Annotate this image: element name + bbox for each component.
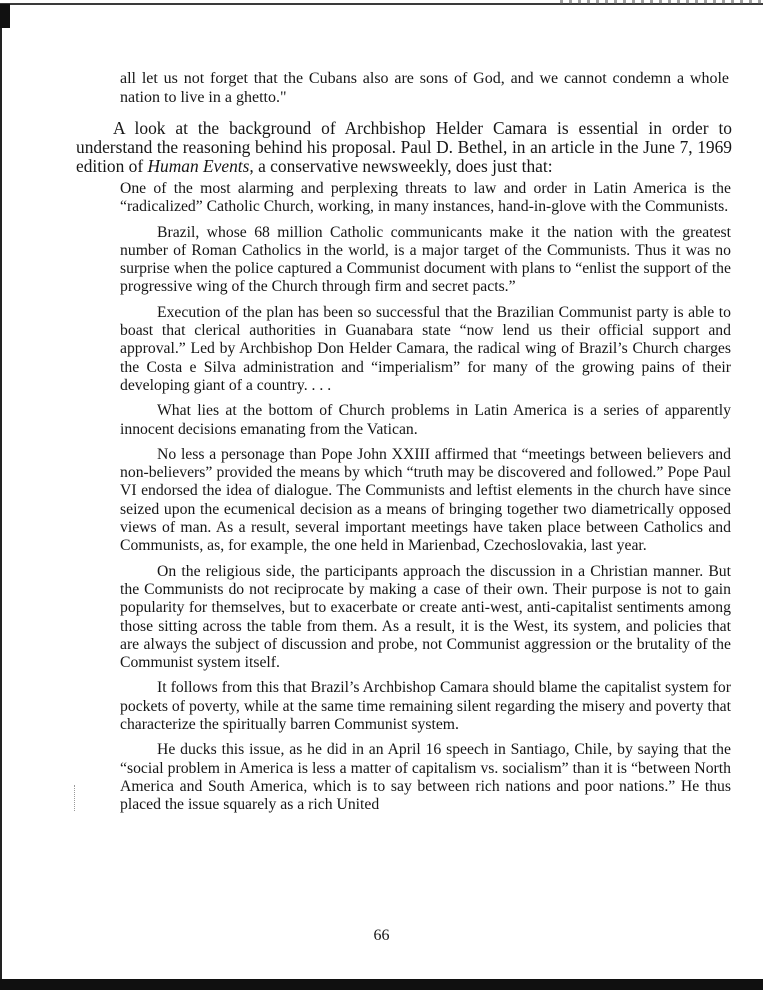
left-edge-mark: [0, 4, 10, 28]
quote-paragraph: He ducks this issue, as he did in an April 16 speech in Santiago, Chile, by saying that the “social problem in America is less a matter of capitalism vs. socialism” than it is “between North America and South America, which is to say between rich nations and poor nations.” He thus placed the issue squarely as a rich United: [120, 741, 731, 814]
continuation-paragraph: all let us not forget that the Cubans also are sons of God, and we cannot condemn a whole nation to live in a ghetto.": [120, 70, 729, 106]
top-edge-specks: [560, 0, 763, 4]
quote-paragraph: On the religious side, the participants approach the discussion in a Christian manner. But the Communists do not reciprocate by making a case of their own. Their purpose is not to gain popularity for themselves, but to exacerbate or create anti-west, anti-capitalist sentiments among those sitting across the table from them. As a result, it is the West, its system, and policies that are always the subject of discussion and probe, not Communist aggression or the brutality of the Communist system itself.: [120, 562, 731, 672]
publication-title: Human Events,: [147, 156, 254, 176]
lead-text-before: A look at the background of Archbishop Helder Camara is essential in order to understand the reasoning behind his proposal. Paul D. Bethel, in an article in the June 7, 1969 edition of: [76, 118, 732, 176]
margin-marks: [74, 785, 78, 811]
quote-paragraph: What lies at the bottom of Church problems in Latin America is a series of apparently innocent decisions emanating from the Vatican.: [120, 402, 731, 438]
quote-paragraph: Brazil, whose 68 million Catholic communicants make it the nation with the greatest number of Roman Catholics in the world, is a major target of the Communists. Thus it was no surprise when the police captured a Communist document with plans to “enlist the support of the progressive wing of the Church through firm and secret pacts.”: [120, 223, 731, 296]
bottom-edge-band: [0, 979, 763, 990]
quote-paragraph: One of the most alarming and perplexing threats to law and order in Latin America is the “radicalized” Catholic Church, working, in many instances, hand-in-glove with the Communists.: [120, 180, 731, 216]
lead-text-after: a conservative newsweekly, does just that:: [253, 156, 553, 176]
block-quote: [120, 180, 731, 822]
lead-paragraph: [76, 119, 732, 176]
page-number: 66: [373, 927, 390, 944]
quote-paragraph: No less a personage than Pope John XXIII affirmed that “meetings between believers and non-believers” provided the means by which “truth may be discovered and followed.” Pope Paul VI endorsed the idea of dialogue. The Communists and leftist elements in the church have since seized upon the ecumenical decision as a means of bringing together two diametrically opposed views of man. As a result, several important meetings have taken place between Catholics and Communists, as, for example, the one held in Marienbad, Czechoslovakia, last year.: [120, 445, 731, 555]
quote-paragraph: Execution of the plan has been so successful that the Brazilian Communist party is able to boast that clerical authorities in Guanabara state “now lend us their official support and approval.” Led by Archbishop Don Helder Camara, the radical wing of Brazil’s Church charges the Costa e Silva administration and “imperialism” for many of the growing pains of their developing giant of a country. . . .: [120, 303, 731, 394]
left-edge-rule: [0, 4, 2, 990]
quote-paragraph: It follows from this that Brazil’s Archbishop Camara should blame the capitalist system for pockets of poverty, while at the same time remaining silent regarding the misery and poverty that characterize the spiritually barren Communist system.: [120, 679, 731, 734]
